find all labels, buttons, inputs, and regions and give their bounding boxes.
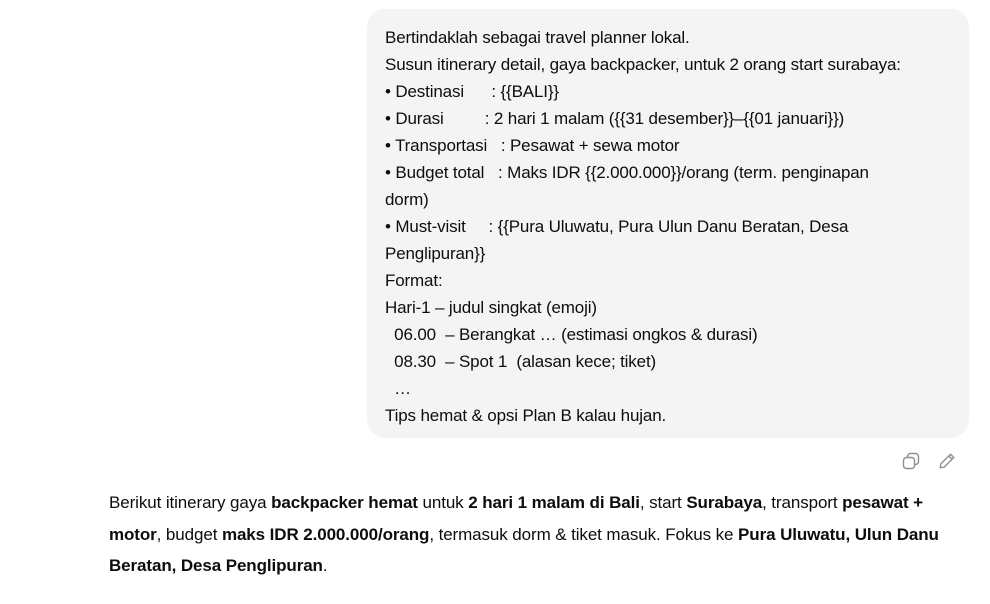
assistant-message [109,487,959,582]
user-message-line: Bertindaklah sebagai travel planner lokal. [385,28,690,47]
assistant-text-bold: pesawat + motor [109,493,923,544]
pencil-icon [937,451,957,471]
user-message-line: Format: [385,271,443,290]
copy-icon [901,451,921,471]
user-message-line: … [385,379,411,398]
user-message-bubble [367,9,969,438]
assistant-text: , start [639,493,687,512]
assistant-text-bold: Surabaya [686,493,763,512]
assistant-text-bold: maks IDR 2.000.000/orang [221,524,430,544]
edit-button[interactable] [936,450,958,472]
user-message-line: Penglipuran}} [385,244,486,263]
user-message-line: • Budget total : Maks IDR {{2.000.000}}/orang (term. penginapan [385,163,869,182]
user-message-line: 06.00 – Berangkat … (estimasi ongkos & durasi) [385,325,758,344]
user-message-line: • Must-visit : {{Pura Uluwatu, Pura Ulun Danu Beratan, Desa [385,217,849,236]
assistant-text: , budget [156,524,222,544]
user-message-line: dorm) [385,190,429,209]
user-message-line: • Destinasi : {{BALI}} [385,82,559,101]
assistant-text-bold: 2 hari 1 malam di Bali [468,493,640,512]
assistant-text-bold: backpacker hemat [271,493,418,512]
user-message-actions [900,450,958,472]
user-message-line: • Transportasi : Pesawat + sewa motor [385,136,680,155]
assistant-text-bold: Pura Uluwatu, Ulun Danu Beratan, Desa Penglipuran [109,524,939,575]
user-message-line: Hari-1 – judul singkat (emoji) [385,298,597,317]
user-message-line: 08.30 – Spot 1 (alasan kece; tiket) [385,352,657,371]
assistant-text: , transport [762,493,843,512]
assistant-text: , termasuk dorm & tiket masuk. Fokus ke [429,524,739,544]
assistant-text: Berikut itinerary gaya [109,493,272,512]
user-message-line: Susun itinerary detail, gaya backpacker, untuk 2 orang start surabaya: [385,55,901,74]
assistant-text: untuk [417,493,469,512]
assistant-text: . [322,556,328,575]
user-message-line: Tips hemat & opsi Plan B kalau hujan. [385,406,667,425]
user-message-line: • Durasi : 2 hari 1 malam ({{31 desember}}–{{01 januari}}) [385,109,845,128]
copy-button[interactable] [900,450,922,472]
